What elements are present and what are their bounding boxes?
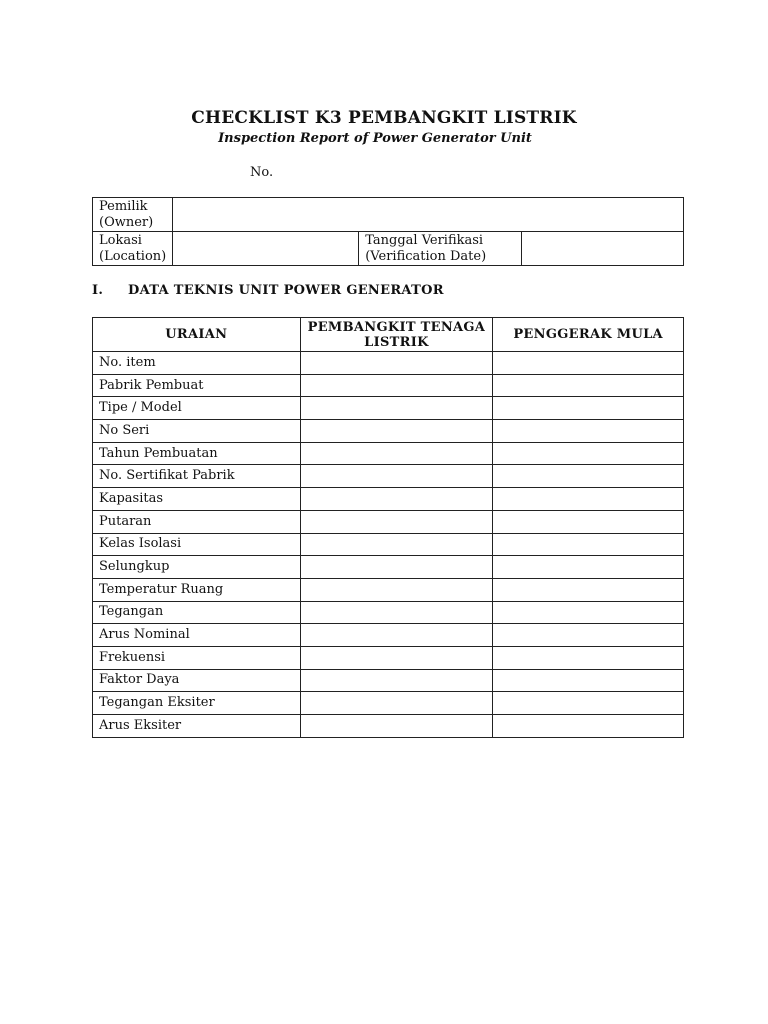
- table-row: [93, 352, 684, 375]
- prime-mover-value-cell[interactable]: [493, 510, 684, 533]
- technical-data-table: [92, 317, 684, 738]
- generator-value-cell[interactable]: [300, 397, 493, 420]
- generator-value-cell[interactable]: [300, 578, 493, 601]
- verification-date-label-english: (Verification Date): [365, 249, 487, 264]
- prime-mover-value-cell[interactable]: [493, 374, 684, 397]
- prime-mover-value-cell[interactable]: [493, 488, 684, 511]
- section-title: DATA TEKNIS UNIT POWER GENERATOR: [128, 283, 444, 298]
- owner-label: Pemilik: [99, 199, 148, 214]
- row-label: Frekuensi: [93, 646, 301, 669]
- table-row: [93, 601, 684, 624]
- table-header-row: [93, 318, 684, 352]
- owner-label-english: (Owner): [99, 215, 154, 230]
- location-label: Lokasi: [99, 233, 142, 248]
- owner-info-table: [92, 197, 684, 266]
- location-label-english: (Location): [99, 249, 167, 264]
- column-header-uraian: URAIAN: [93, 318, 301, 352]
- generator-value-cell[interactable]: [300, 352, 493, 375]
- prime-mover-value-cell[interactable]: [493, 442, 684, 465]
- column-header-penggerak: PENGGERAK MULA: [493, 318, 684, 352]
- prime-mover-value-cell[interactable]: [493, 669, 684, 692]
- table-row: [93, 488, 684, 511]
- row-label: Tegangan: [93, 601, 301, 624]
- row-label: Pabrik Pembuat: [93, 374, 301, 397]
- generator-value-cell[interactable]: [300, 715, 493, 738]
- location-label-cell: [93, 232, 173, 266]
- table-row: [93, 578, 684, 601]
- prime-mover-value-cell[interactable]: [493, 578, 684, 601]
- row-label: No. Sertifikat Pabrik: [93, 465, 301, 488]
- generator-value-cell[interactable]: [300, 692, 493, 715]
- owner-value-field[interactable]: [173, 198, 684, 232]
- verification-date-label: Tanggal Verifikasi: [365, 233, 484, 248]
- table-row: [93, 397, 684, 420]
- verification-date-value-field[interactable]: [521, 232, 683, 266]
- generator-value-cell[interactable]: [300, 669, 493, 692]
- table-row: [93, 465, 684, 488]
- document-number-label: No.: [250, 165, 274, 180]
- table-row: [93, 442, 684, 465]
- prime-mover-value-cell[interactable]: [493, 420, 684, 443]
- table-row: [93, 510, 684, 533]
- generator-value-cell[interactable]: [300, 646, 493, 669]
- generator-value-cell[interactable]: [300, 488, 493, 511]
- prime-mover-value-cell[interactable]: [493, 352, 684, 375]
- location-value-field[interactable]: [173, 232, 359, 266]
- table-row: [93, 669, 684, 692]
- verification-date-label-cell: [359, 232, 522, 266]
- table-row: [93, 374, 684, 397]
- row-label: Temperatur Ruang: [93, 578, 301, 601]
- generator-value-cell[interactable]: [300, 420, 493, 443]
- row-label: Selungkup: [93, 556, 301, 579]
- row-label: Kelas Isolasi: [93, 533, 301, 556]
- prime-mover-value-cell[interactable]: [493, 556, 684, 579]
- table-row: [93, 646, 684, 669]
- generator-value-cell[interactable]: [300, 533, 493, 556]
- row-label: No. item: [93, 352, 301, 375]
- prime-mover-value-cell[interactable]: [493, 465, 684, 488]
- prime-mover-value-cell[interactable]: [493, 601, 684, 624]
- generator-value-cell[interactable]: [300, 374, 493, 397]
- document-title: CHECKLIST K3 PEMBANGKIT LISTRIK: [191, 108, 577, 128]
- prime-mover-value-cell[interactable]: [493, 533, 684, 556]
- section-number: I.: [92, 283, 104, 298]
- row-label: Tegangan Eksiter: [93, 692, 301, 715]
- generator-value-cell[interactable]: [300, 556, 493, 579]
- table-row: [93, 715, 684, 738]
- prime-mover-value-cell[interactable]: [493, 646, 684, 669]
- row-label: Faktor Daya: [93, 669, 301, 692]
- owner-label-cell: [93, 198, 173, 232]
- generator-value-cell[interactable]: [300, 601, 493, 624]
- prime-mover-value-cell[interactable]: [493, 715, 684, 738]
- table-row: [93, 533, 684, 556]
- prime-mover-value-cell[interactable]: [493, 624, 684, 647]
- table-row: [93, 692, 684, 715]
- generator-value-cell[interactable]: [300, 465, 493, 488]
- row-label: Arus Eksiter: [93, 715, 301, 738]
- row-label: Putaran: [93, 510, 301, 533]
- row-label: Tahun Pembuatan: [93, 442, 301, 465]
- section-heading: [92, 283, 444, 298]
- prime-mover-value-cell[interactable]: [493, 692, 684, 715]
- column-header-pembangkit: PEMBANGKIT TENAGA LISTRIK: [300, 318, 493, 352]
- prime-mover-value-cell[interactable]: [493, 397, 684, 420]
- generator-value-cell[interactable]: [300, 624, 493, 647]
- generator-value-cell[interactable]: [300, 442, 493, 465]
- generator-value-cell[interactable]: [300, 510, 493, 533]
- table-row: [93, 556, 684, 579]
- row-label: Tipe / Model: [93, 397, 301, 420]
- location-row: [93, 232, 684, 266]
- table-row: [93, 624, 684, 647]
- row-label: Arus Nominal: [93, 624, 301, 647]
- document-subtitle: Inspection Report of Power Generator Unit: [218, 131, 532, 146]
- table-row: [93, 420, 684, 443]
- owner-row: [93, 198, 684, 232]
- row-label: Kapasitas: [93, 488, 301, 511]
- row-label: No Seri: [93, 420, 301, 443]
